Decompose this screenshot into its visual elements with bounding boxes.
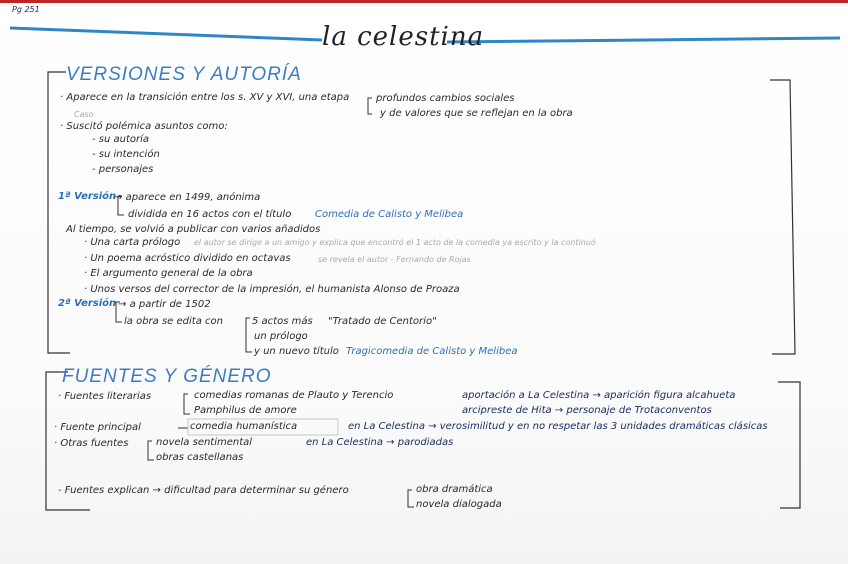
v2-line-b: la obra se edita con	[124, 316, 223, 327]
added-2-text: El argumento general de la obra	[90, 268, 253, 279]
v2-label: 2ª Versión	[58, 298, 117, 309]
other-a: novela sentimental	[156, 437, 253, 448]
s1-bullet-2: - personajes	[92, 164, 154, 175]
page-title: la celestina	[322, 22, 485, 52]
added-1-note: se revela el autor - Fernando de Rojas	[318, 255, 471, 264]
v1-label: 1ª Versión	[58, 191, 117, 202]
added-3: · Unos versos del corrector de la impresión, el humanista Alonso de Proaza	[84, 284, 460, 295]
brace-genero	[408, 490, 414, 507]
v1-line-b: dividida en 16 actos con el título	[128, 209, 292, 220]
added-1: · Un poema acróstico dividido en octavas	[84, 253, 291, 264]
lit-b: Pamphilus de amore	[194, 405, 297, 416]
top-red-border	[0, 0, 848, 3]
added-3-text: Unos versos del corrector de la impresión, el humanista Alonso de Proaza	[90, 284, 460, 295]
genre-b: novela dialogada	[416, 499, 502, 510]
brace-otras	[148, 441, 154, 460]
v2-opt-2: y un nuevo título	[254, 346, 339, 357]
other-note: en La Celestina → parodiadas	[306, 437, 454, 448]
section1-bracket-right	[770, 80, 795, 354]
v2-opt-0: 5 actos más	[252, 316, 313, 327]
title-line-right	[447, 38, 840, 42]
s1-brace-a: profundos cambios sociales	[376, 93, 515, 104]
lit-note-b: arcipreste de Hita → personaje de Trotaconventos	[462, 405, 712, 416]
v1-note: Al tiempo, se volvió a publicar con varios añadidos	[66, 224, 321, 235]
v2-tratado: "Tratado de Centorio"	[328, 316, 437, 327]
lit-label-text: Fuentes literarias	[64, 391, 152, 402]
s1-bullet-1: - su intención	[92, 149, 160, 160]
v1-line-a-text: aparece en 1499, anónima	[125, 192, 261, 203]
s1-line1-text: Aparece en la transición entre los s. XV y XVI, una etapa	[66, 92, 350, 103]
genre-a: obra dramática	[416, 484, 493, 495]
main-a: comedia humanística	[190, 421, 298, 432]
v2-line-a-text: a partir de 1502	[129, 299, 211, 310]
page-number: Pg 251	[12, 5, 40, 14]
v1-line-a: → aparece en 1499, anónima	[114, 192, 261, 203]
added-2: · El argumento general de la obra	[84, 268, 253, 279]
main-label-text: Fuente principal	[60, 422, 141, 433]
other-label-text: Otras fuentes	[60, 438, 129, 449]
section1-bracket-left	[48, 72, 70, 353]
added-0: · Una carta prólogo	[84, 237, 181, 248]
section2-heading: FUENTES Y GÉNERO	[62, 366, 272, 387]
added-0-note: el autor se dirige a un amigo y explica que encontró el 1 acto de la comedia ya escrito y la continuó	[194, 238, 596, 247]
genre-label: - Fuentes explican → dificultad para determinar su género	[58, 485, 349, 496]
genre-label-text: Fuentes explican → dificultad para determinar su género	[64, 485, 349, 496]
lit-a: comedias romanas de Plauto y Terencio	[194, 390, 394, 401]
s1-bullet-0-text: su autoría	[98, 134, 150, 145]
v2-line-a: → a partir de 1502	[118, 299, 211, 310]
other-label: · Otras fuentes	[54, 438, 129, 449]
title-line-left	[10, 28, 322, 40]
section2-bracket-right	[778, 382, 800, 508]
v2-title: Tragicomedia de Calisto y Melibea	[346, 346, 518, 357]
v2-opt-1: un prólogo	[254, 331, 308, 342]
main-note: en La Celestina → verosimilitud y en no respetar las 3 unidades dramáticas clásicas	[348, 421, 768, 432]
s1-line1: · Aparece en la transición entre los s. XV y XVI, una etapa	[60, 92, 350, 103]
s1-bullet-1-text: su intención	[98, 149, 160, 160]
s1-bullet-2-text: personajes	[98, 164, 154, 175]
lit-label: · Fuentes literarias	[58, 391, 152, 402]
section1-heading: VERSIONES Y AUTORÍA	[66, 64, 302, 85]
s1-caso: Caso	[74, 110, 94, 119]
added-0-text: Una carta prólogo	[90, 237, 181, 248]
other-b: obras castellanas	[156, 452, 244, 463]
s1-line2-text: Suscitó polémica asuntos como:	[66, 121, 228, 132]
s1-bullet-0: - su autoría	[92, 134, 150, 145]
s1-brace-b: y de valores que se reflejan en la obra	[380, 108, 573, 119]
added-1-text: Un poema acróstico dividido en octavas	[90, 253, 291, 264]
brace-literarias	[184, 394, 190, 414]
lit-note-a: aportación a La Celestina → aparición figura alcahueta	[462, 390, 736, 401]
main-label: · Fuente principal	[54, 422, 141, 433]
s1-line2: · Suscitó polémica asuntos como:	[60, 121, 228, 132]
brace-etapa	[368, 98, 372, 114]
v1-title: Comedia de Calisto y Melibea	[315, 209, 464, 220]
